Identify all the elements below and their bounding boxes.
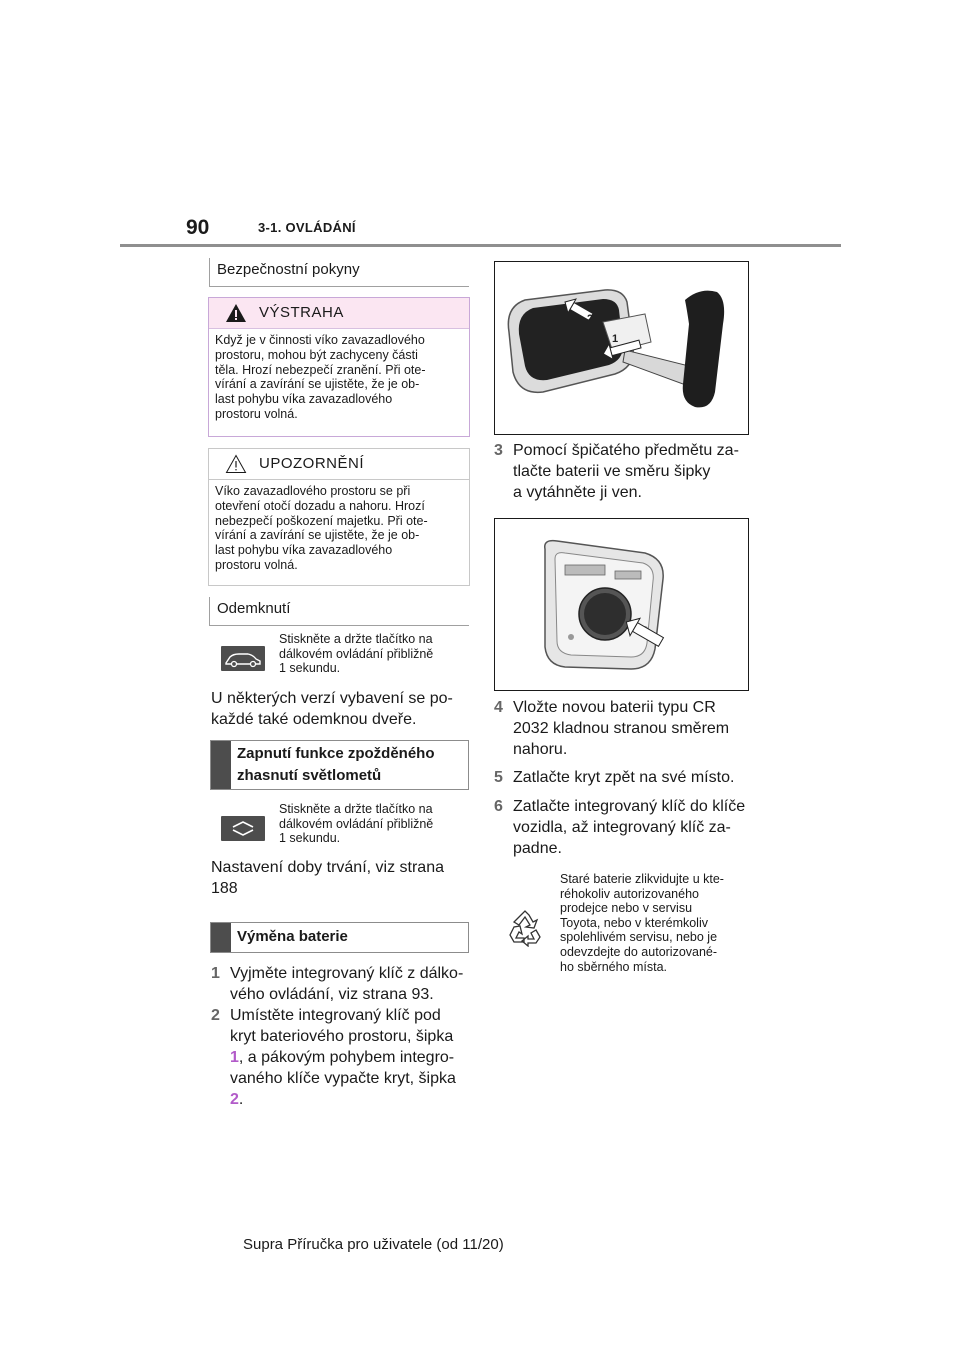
duration-paragraph [211,857,444,899]
caution-triangle-icon [225,454,247,474]
step-number: 2 [211,1007,220,1024]
step-line: vého ovládání, viz strana 93. [230,986,434,1003]
arrow-number-2: 2 [230,1091,239,1108]
unlock-paragraph [211,688,453,730]
step-line: Vyjměte integrovaný klíč z dálko- [230,965,464,982]
step-line: vaného klíče vypačte kryt, šipka [230,1070,456,1087]
warning-triangle-icon [225,303,247,323]
arrow-label-2: 2 [587,313,594,325]
step-text [230,1005,456,1110]
step-line: Pomocí špičatého předmětu za- [513,442,739,459]
step-1 [211,963,471,1007]
paragraph-line: 188 [211,880,238,897]
heading-line: zhasnutí světlometů [237,767,382,784]
recycle-line: odevzdejte do autorizované- [560,944,718,959]
step-line: Umístěte integrovaný klíč pod [230,1007,441,1024]
warning-line: Když je v činnosti víko zavazadlového [215,333,425,347]
heading-bar [211,741,231,789]
warning-title: VÝSTRAHA [259,304,344,321]
step-line: padne. [513,840,562,857]
step-text [513,697,729,760]
notice-line: last pohybu víka zavazadlového [215,543,393,558]
key-illustration-1 [494,261,749,435]
notice-box [208,448,470,586]
header-rule [120,244,841,247]
unlock-heading [209,597,469,626]
safety-heading-text: Bezpečnostní pokyny [217,261,360,278]
arrow-number-1: 1 [230,1049,239,1066]
notice-line: prostoru volná. [215,557,298,572]
step-line-part: , a pákovým pohybem integro- [238,1049,455,1066]
delayed-note-line: 1 sekundu. [279,831,341,845]
car-unlock-icon [221,646,265,671]
unlock-note [279,632,433,676]
recycle-icon [506,909,544,947]
key-illustration-2 [494,518,749,691]
step-2 [211,1005,471,1125]
recycle-line: spolehlivém servisu, nebo je [560,930,718,945]
step-number: 5 [494,769,503,786]
recycle-line: prodejce nebo v servisu [560,901,693,916]
paragraph-line: Nastavení doby trvání, viz strana [211,859,444,876]
step-line: tlačte baterii ve směru šipky [513,463,711,480]
warning-line: last pohybu víka zavazadlového [215,392,393,407]
recycle-note [560,872,724,974]
warning-line: vírání a zavírání se ujistěte, že je ob- [215,377,420,392]
delayed-note [279,802,433,846]
step-number: 6 [494,798,503,815]
heading-line: Zapnutí funkce zpožděného [237,745,435,762]
step-text [513,440,739,503]
paragraph-line: každé také odemknou dveře. [211,711,417,728]
step-5 [494,767,764,791]
step-line: vozidla, až integrovaný klíč za- [513,819,731,836]
delayed-heading-text [237,743,435,787]
warning-line: prostoru, mohou být zachyceny části [215,347,418,362]
step-line-part: . [238,1091,244,1108]
page-number: 90 [186,216,210,239]
safety-heading [209,258,469,287]
chevrons-icon [221,816,265,841]
recycle-line: réhokoliv autorizovaného [560,886,699,901]
step-line: 2032 kladnou stranou směrem [513,720,730,737]
battery-heading-text: Výměna baterie [237,928,348,945]
battery-heading [210,922,469,953]
step-text [230,963,463,1005]
heading-bar [211,923,231,952]
arrow-label-1: 1 [612,333,619,345]
unlock-note-line: dálkovém ovládání přibližně [279,646,434,661]
step-line: Vložte novou baterii typu CR [513,699,716,716]
step-6 [494,796,764,864]
step-3 [494,440,764,510]
step-line: Zatlačte integrovaný klíč do klíče [513,798,746,815]
step-text [513,796,745,859]
step-line: nahoru. [513,741,568,758]
paragraph-line: U některých verzí vybavení se po- [211,690,453,707]
step-line: Zatlačte kryt zpět na své místo. [513,769,735,786]
recycle-line: Toyota, nebo v kterémkoliv [560,915,708,930]
unlock-note-line: Stiskněte a držte tlačítko na [279,632,433,646]
warning-box [208,297,470,437]
chapter-title: 3-1. OVLÁDÁNÍ [258,220,356,235]
step-number: 3 [494,442,503,459]
delayed-headlights-heading [210,740,469,790]
notice-line: Víko zavazadlového prostoru se při [215,484,411,498]
warning-line: těla. Hrozí nebezpečí zranění. Při ote- [215,362,426,377]
notice-line: otevření otočí dozadu a nahoru. Hrozí [215,498,425,513]
step-line [230,1047,456,1068]
notice-title-bar [209,449,469,480]
notice-body [209,480,469,573]
step-line [230,1089,456,1110]
notice-title: UPOZORNĚNÍ [259,455,365,472]
step-line: kryt bateriového prostoru, šipka [230,1028,454,1045]
step-number: 4 [494,699,503,716]
warning-body [209,329,469,422]
warning-line: prostoru volná. [215,406,298,421]
recycle-line: ho sběrného místa. [560,959,668,974]
unlock-note-line: 1 sekundu. [279,661,341,675]
delayed-note-line: dálkovém ovládání přibližně [279,816,434,831]
step-4 [494,697,764,765]
step-line: a vytáhněte ji ven. [513,484,642,501]
notice-line: nebezpečí poškození majetku. Při ote- [215,513,428,528]
delayed-note-line: Stiskněte a držte tlačítko na [279,802,433,816]
notice-line: vírání a zavírání se ujistěte, že je ob- [215,528,420,543]
unlock-heading-text: Odemknutí [217,600,291,617]
warning-title-bar [209,298,469,329]
recycle-line: Staré baterie zlikvidujte u kte- [560,872,724,886]
step-number: 1 [211,965,220,982]
step-text [513,767,734,788]
footer-text: Supra Příručka pro uživatele (od 11/20) [243,1236,504,1253]
